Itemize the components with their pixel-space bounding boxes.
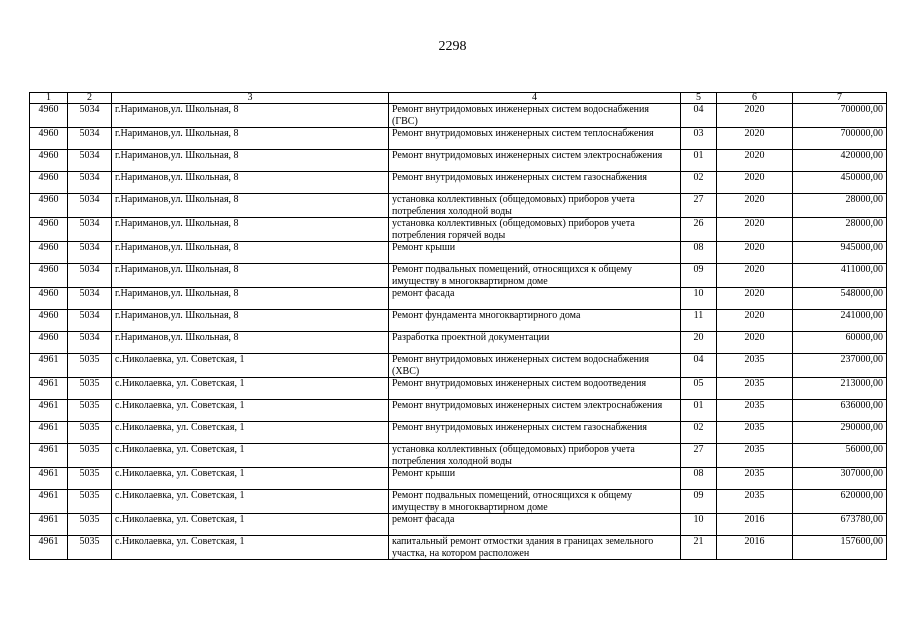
column-header-5: 5 xyxy=(681,93,717,104)
cell-cost: 28000,00 xyxy=(793,218,887,242)
cell-work-code: 02 xyxy=(681,422,717,444)
cell-cost: 548000,00 xyxy=(793,288,887,310)
cell-record-id: 4960 xyxy=(30,194,68,218)
cell-house-id: 5035 xyxy=(68,514,112,536)
cell-work-code: 03 xyxy=(681,128,717,150)
cell-address: г.Нариманов,ул. Школьная, 8 xyxy=(112,264,389,288)
cell-record-id: 4961 xyxy=(30,444,68,468)
cell-year: 2035 xyxy=(717,468,793,490)
cell-work-code: 01 xyxy=(681,150,717,172)
cell-record-id: 4960 xyxy=(30,310,68,332)
cell-house-id: 5035 xyxy=(68,444,112,468)
cell-work-code: 10 xyxy=(681,514,717,536)
cell-address: с.Николаевка, ул. Советская, 1 xyxy=(112,536,389,560)
table-row xyxy=(30,400,887,422)
column-header-4: 4 xyxy=(389,93,681,104)
cell-address: г.Нариманов,ул. Школьная, 8 xyxy=(112,242,389,264)
table-row xyxy=(30,218,887,242)
cell-house-id: 5034 xyxy=(68,128,112,150)
cell-work-code: 08 xyxy=(681,242,717,264)
cell-cost: 411000,00 xyxy=(793,264,887,288)
cell-work-type: Ремонт внутридомовых инженерных систем газоснабжения xyxy=(389,422,681,444)
cell-work-type: Ремонт крыши xyxy=(389,242,681,264)
cell-cost: 290000,00 xyxy=(793,422,887,444)
cell-house-id: 5035 xyxy=(68,490,112,514)
cell-house-id: 5034 xyxy=(68,264,112,288)
cell-work-type: Ремонт внутридомовых инженерных систем теплоснабжения xyxy=(389,128,681,150)
cell-year: 2035 xyxy=(717,444,793,468)
table-row xyxy=(30,444,887,468)
page-number: 2298 xyxy=(438,39,467,54)
cell-house-id: 5035 xyxy=(68,378,112,400)
cell-house-id: 5034 xyxy=(68,172,112,194)
cell-work-type: Ремонт внутридомовых инженерных систем электроснабжения xyxy=(389,400,681,422)
cell-address: с.Николаевка, ул. Советская, 1 xyxy=(112,354,389,378)
cell-year: 2020 xyxy=(717,172,793,194)
cell-cost: 673780,00 xyxy=(793,514,887,536)
cell-record-id: 4961 xyxy=(30,400,68,422)
cell-record-id: 4961 xyxy=(30,378,68,400)
cell-house-id: 5034 xyxy=(68,288,112,310)
cell-work-code: 20 xyxy=(681,332,717,354)
cell-cost: 945000,00 xyxy=(793,242,887,264)
cell-address: г.Нариманов,ул. Школьная, 8 xyxy=(112,310,389,332)
cell-address: с.Николаевка, ул. Советская, 1 xyxy=(112,468,389,490)
cell-house-id: 5034 xyxy=(68,104,112,128)
cell-work-type: Ремонт внутридомовых инженерных систем электроснабжения xyxy=(389,150,681,172)
cell-work-type: установка коллективных (общедомовых) приборов учета потребления горячей воды xyxy=(389,218,681,242)
column-header-2: 2 xyxy=(68,93,112,104)
table-row xyxy=(30,422,887,444)
cell-work-type: Ремонт внутридомовых инженерных систем газоснабжения xyxy=(389,172,681,194)
cell-work-code: 10 xyxy=(681,288,717,310)
cell-record-id: 4960 xyxy=(30,218,68,242)
cell-house-id: 5035 xyxy=(68,468,112,490)
cell-address: г.Нариманов,ул. Школьная, 8 xyxy=(112,128,389,150)
cell-work-code: 09 xyxy=(681,264,717,288)
table-row xyxy=(30,242,887,264)
cell-work-code: 01 xyxy=(681,400,717,422)
cell-year: 2035 xyxy=(717,400,793,422)
table-row xyxy=(30,514,887,536)
table-row xyxy=(30,104,887,128)
cell-address: г.Нариманов,ул. Школьная, 8 xyxy=(112,104,389,128)
cell-cost: 237000,00 xyxy=(793,354,887,378)
cell-record-id: 4960 xyxy=(30,288,68,310)
cell-address: с.Николаевка, ул. Советская, 1 xyxy=(112,378,389,400)
cell-house-id: 5035 xyxy=(68,400,112,422)
cell-address: г.Нариманов,ул. Школьная, 8 xyxy=(112,150,389,172)
cell-work-code: 05 xyxy=(681,378,717,400)
cell-work-type: Ремонт крыши xyxy=(389,468,681,490)
cell-work-type: Ремонт внутридомовых инженерных систем водоснабжения (ГВС) xyxy=(389,104,681,128)
cell-cost: 620000,00 xyxy=(793,490,887,514)
cell-cost: 700000,00 xyxy=(793,128,887,150)
column-header-1: 1 xyxy=(30,93,68,104)
table-row xyxy=(30,378,887,400)
cell-address: с.Николаевка, ул. Советская, 1 xyxy=(112,444,389,468)
cell-cost: 700000,00 xyxy=(793,104,887,128)
table-row xyxy=(30,128,887,150)
cell-address: с.Николаевка, ул. Советская, 1 xyxy=(112,422,389,444)
cell-cost: 307000,00 xyxy=(793,468,887,490)
table-row xyxy=(30,332,887,354)
cell-work-code: 04 xyxy=(681,104,717,128)
column-header-6: 6 xyxy=(717,93,793,104)
cell-work-type: Ремонт подвальных помещений, относящихся к общему имуществу в многоквартирном доме xyxy=(389,264,681,288)
cell-record-id: 4961 xyxy=(30,468,68,490)
cell-year: 2016 xyxy=(717,536,793,560)
cell-address: с.Николаевка, ул. Советская, 1 xyxy=(112,400,389,422)
cell-work-code: 08 xyxy=(681,468,717,490)
cell-cost: 241000,00 xyxy=(793,310,887,332)
cell-year: 2020 xyxy=(717,242,793,264)
cell-house-id: 5034 xyxy=(68,310,112,332)
cell-house-id: 5034 xyxy=(68,242,112,264)
cell-work-type: ремонт фасада xyxy=(389,288,681,310)
cell-cost: 28000,00 xyxy=(793,194,887,218)
table-row xyxy=(30,264,887,288)
table-row xyxy=(30,354,887,378)
cell-record-id: 4961 xyxy=(30,536,68,560)
cell-year: 2020 xyxy=(717,264,793,288)
cell-cost: 450000,00 xyxy=(793,172,887,194)
cell-record-id: 4960 xyxy=(30,264,68,288)
cell-work-code: 26 xyxy=(681,218,717,242)
cell-year: 2020 xyxy=(717,150,793,172)
cell-address: с.Николаевка, ул. Советская, 1 xyxy=(112,514,389,536)
cell-address: г.Нариманов,ул. Школьная, 8 xyxy=(112,332,389,354)
cell-record-id: 4960 xyxy=(30,150,68,172)
cell-cost: 56000,00 xyxy=(793,444,887,468)
cell-year: 2035 xyxy=(717,378,793,400)
cell-work-code: 02 xyxy=(681,172,717,194)
cell-work-code: 11 xyxy=(681,310,717,332)
cell-work-code: 27 xyxy=(681,194,717,218)
cell-address: г.Нариманов,ул. Школьная, 8 xyxy=(112,172,389,194)
cell-year: 2035 xyxy=(717,490,793,514)
cell-cost: 157600,00 xyxy=(793,536,887,560)
table-row xyxy=(30,468,887,490)
cell-work-code: 27 xyxy=(681,444,717,468)
cell-record-id: 4961 xyxy=(30,514,68,536)
repair-schedule-table xyxy=(29,92,887,560)
cell-house-id: 5034 xyxy=(68,218,112,242)
cell-record-id: 4960 xyxy=(30,128,68,150)
cell-year: 2035 xyxy=(717,422,793,444)
column-header-3: 3 xyxy=(112,93,389,104)
cell-record-id: 4960 xyxy=(30,242,68,264)
cell-year: 2035 xyxy=(717,354,793,378)
column-header-7: 7 xyxy=(793,93,887,104)
cell-record-id: 4960 xyxy=(30,172,68,194)
cell-work-type: Ремонт внутридомовых инженерных систем водоотведения xyxy=(389,378,681,400)
cell-address: г.Нариманов,ул. Школьная, 8 xyxy=(112,288,389,310)
cell-address: с.Николаевка, ул. Советская, 1 xyxy=(112,490,389,514)
table-row xyxy=(30,150,887,172)
cell-work-type: установка коллективных (общедомовых) приборов учета потребления холодной воды xyxy=(389,194,681,218)
cell-house-id: 5034 xyxy=(68,332,112,354)
cell-work-type: Ремонт внутридомовых инженерных систем водоснабжения (ХВС) xyxy=(389,354,681,378)
cell-year: 2020 xyxy=(717,310,793,332)
table-row xyxy=(30,194,887,218)
cell-house-id: 5035 xyxy=(68,536,112,560)
cell-house-id: 5035 xyxy=(68,354,112,378)
cell-house-id: 5034 xyxy=(68,150,112,172)
table-row xyxy=(30,490,887,514)
table-row xyxy=(30,536,887,560)
table-row xyxy=(30,310,887,332)
cell-year: 2020 xyxy=(717,194,793,218)
cell-work-code: 21 xyxy=(681,536,717,560)
cell-work-type: ремонт фасада xyxy=(389,514,681,536)
cell-address: г.Нариманов,ул. Школьная, 8 xyxy=(112,194,389,218)
cell-work-type: Ремонт подвальных помещений, относящихся к общему имуществу в многоквартирном доме xyxy=(389,490,681,514)
cell-year: 2020 xyxy=(717,332,793,354)
cell-cost: 213000,00 xyxy=(793,378,887,400)
cell-year: 2020 xyxy=(717,104,793,128)
cell-cost: 60000,00 xyxy=(793,332,887,354)
cell-year: 2020 xyxy=(717,218,793,242)
cell-cost: 420000,00 xyxy=(793,150,887,172)
table-row xyxy=(30,172,887,194)
cell-work-type: Разработка проектной документации xyxy=(389,332,681,354)
cell-record-id: 4961 xyxy=(30,490,68,514)
cell-record-id: 4961 xyxy=(30,422,68,444)
cell-record-id: 4961 xyxy=(30,354,68,378)
cell-work-code: 04 xyxy=(681,354,717,378)
cell-work-type: капитальный ремонт отмостки здания в границах земельного участка, на котором расположен xyxy=(389,536,681,560)
cell-address: г.Нариманов,ул. Школьная, 8 xyxy=(112,218,389,242)
cell-work-code: 09 xyxy=(681,490,717,514)
cell-work-type: Ремонт фундамента многоквартирного дома xyxy=(389,310,681,332)
column-number-row xyxy=(30,93,887,104)
cell-year: 2020 xyxy=(717,288,793,310)
cell-year: 2016 xyxy=(717,514,793,536)
cell-year: 2020 xyxy=(717,128,793,150)
cell-work-type: установка коллективных (общедомовых) приборов учета потребления холодной воды xyxy=(389,444,681,468)
cell-house-id: 5034 xyxy=(68,194,112,218)
cell-record-id: 4960 xyxy=(30,104,68,128)
cell-house-id: 5035 xyxy=(68,422,112,444)
table-row xyxy=(30,288,887,310)
cell-cost: 636000,00 xyxy=(793,400,887,422)
cell-record-id: 4960 xyxy=(30,332,68,354)
